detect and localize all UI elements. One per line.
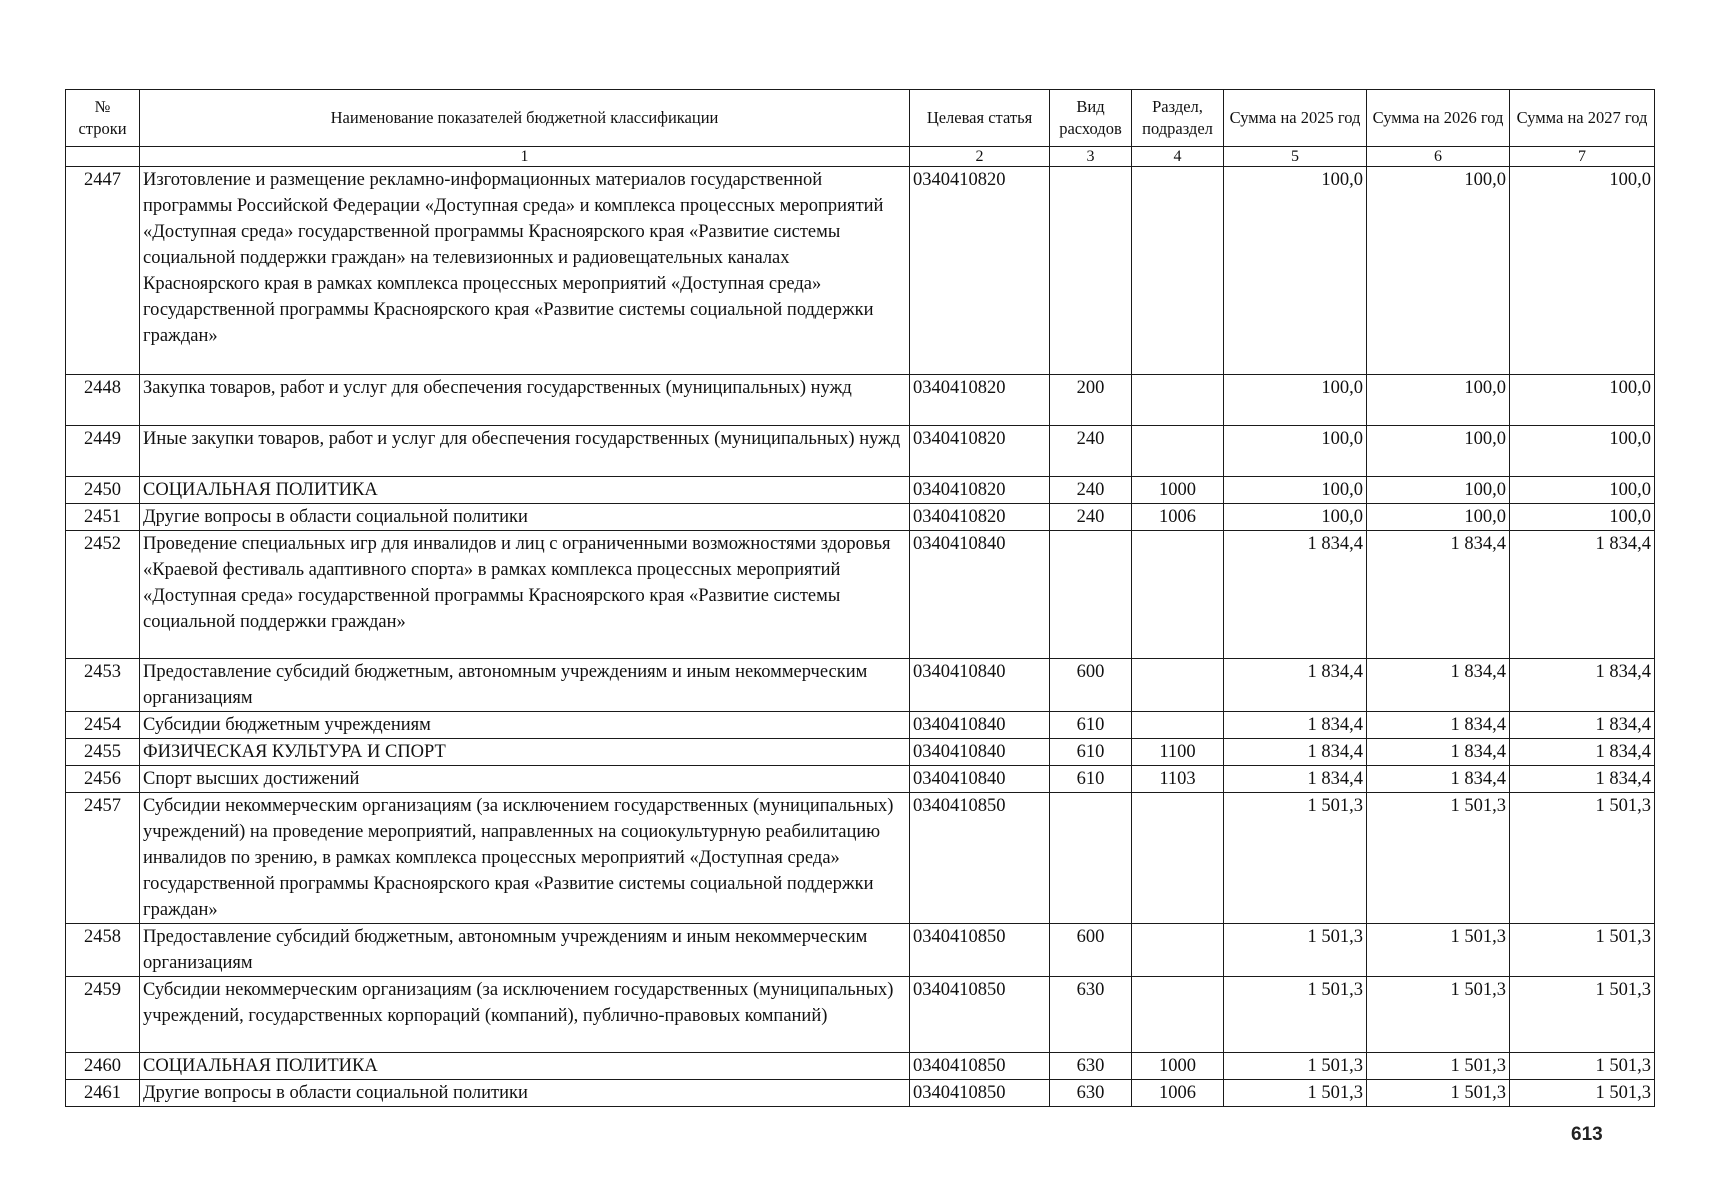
row-sum-2027: 100,0 <box>1510 477 1655 504</box>
row-name: ФИЗИЧЕСКАЯ КУЛЬТУРА И СПОРТ <box>140 739 910 766</box>
table-row <box>66 375 1655 426</box>
row-number: 2448 <box>66 375 140 426</box>
row-sum-2025: 100,0 <box>1224 477 1367 504</box>
row-target-code: 0340410850 <box>910 1053 1050 1080</box>
row-sum-2027: 1 501,3 <box>1510 1080 1655 1107</box>
table-row <box>66 924 1655 977</box>
row-sum-2026: 1 834,4 <box>1367 659 1510 712</box>
table-row <box>66 477 1655 504</box>
row-name: Предоставление субсидий бюджетным, автономным учреждениям и иным некоммерческим организациям <box>140 924 910 977</box>
row-sum-2025: 100,0 <box>1224 167 1367 375</box>
row-name: Субсидии некоммерческим организациям (за исключением государственных (муниципальных) учреждений, государственных корпораций (компаний), публично-правовых компаний) <box>140 977 910 1053</box>
header-sum-2026: Сумма на 2026 год <box>1367 90 1510 147</box>
header-vid: Вид расходов <box>1050 90 1132 147</box>
row-sum-2026: 1 834,4 <box>1367 531 1510 659</box>
row-razdel: 1103 <box>1132 766 1224 793</box>
column-number: 5 <box>1224 147 1367 167</box>
row-target-code: 0340410820 <box>910 167 1050 375</box>
column-number: 4 <box>1132 147 1224 167</box>
row-razdel: 1006 <box>1132 504 1224 531</box>
row-sum-2027: 1 501,3 <box>1510 793 1655 924</box>
row-number: 2461 <box>66 1080 140 1107</box>
row-vid: 630 <box>1050 1080 1132 1107</box>
row-name: Субсидии бюджетным учреждениям <box>140 712 910 739</box>
row-name: СОЦИАЛЬНАЯ ПОЛИТИКА <box>140 477 910 504</box>
header-sum-2025: Сумма на 2025 год <box>1224 90 1367 147</box>
row-razdel <box>1132 375 1224 426</box>
header-razdel: Раздел, подраздел <box>1132 90 1224 147</box>
table-row <box>66 766 1655 793</box>
row-sum-2026: 100,0 <box>1367 504 1510 531</box>
row-number: 2451 <box>66 504 140 531</box>
row-vid: 240 <box>1050 504 1132 531</box>
row-target-code: 0340410820 <box>910 504 1050 531</box>
row-target-code: 0340410820 <box>910 426 1050 477</box>
row-vid <box>1050 531 1132 659</box>
header-name: Наименование показателей бюджетной классификации <box>140 90 910 147</box>
row-vid: 600 <box>1050 659 1132 712</box>
row-sum-2026: 1 501,3 <box>1367 977 1510 1053</box>
row-target-code: 0340410850 <box>910 793 1050 924</box>
row-sum-2025: 1 501,3 <box>1224 924 1367 977</box>
row-name: Иные закупки товаров, работ и услуг для обеспечения государственных (муниципальных) нужд <box>140 426 910 477</box>
row-sum-2027: 1 834,4 <box>1510 766 1655 793</box>
row-number: 2449 <box>66 426 140 477</box>
row-razdel <box>1132 167 1224 375</box>
column-number: 3 <box>1050 147 1132 167</box>
row-number: 2460 <box>66 1053 140 1080</box>
row-sum-2026: 100,0 <box>1367 477 1510 504</box>
row-name: Изготовление и размещение рекламно-информационных материалов государственной программы Российской Федерации «Доступная среда» и комплекса процессных мероприятий «Доступная среда» государственной программы Красноярского края «Развитие системы социальной поддержки граждан» на телевизионных и радиовещательных каналах Красноярского края в рамках комплекса процессных мероприятий «Доступная среда» государственной программы Красноярского края «Развитие системы социальной поддержки граждан» <box>140 167 910 375</box>
row-vid: 240 <box>1050 477 1132 504</box>
column-number <box>66 147 140 167</box>
row-razdel: 1100 <box>1132 739 1224 766</box>
row-number: 2453 <box>66 659 140 712</box>
row-target-code: 0340410840 <box>910 659 1050 712</box>
row-number: 2450 <box>66 477 140 504</box>
table-row <box>66 659 1655 712</box>
row-target-code: 0340410850 <box>910 1080 1050 1107</box>
table-body <box>66 167 1655 1107</box>
table-row <box>66 1053 1655 1080</box>
budget-table <box>65 89 1655 1107</box>
row-sum-2025: 1 834,4 <box>1224 659 1367 712</box>
header-target: Целевая статья <box>910 90 1050 147</box>
row-sum-2025: 100,0 <box>1224 375 1367 426</box>
row-sum-2027: 1 501,3 <box>1510 977 1655 1053</box>
row-sum-2027: 1 834,4 <box>1510 739 1655 766</box>
table-row <box>66 426 1655 477</box>
table-header-row <box>66 90 1655 147</box>
row-number: 2447 <box>66 167 140 375</box>
row-sum-2027: 100,0 <box>1510 504 1655 531</box>
table-row <box>66 167 1655 375</box>
row-number: 2452 <box>66 531 140 659</box>
row-sum-2026: 1 834,4 <box>1367 766 1510 793</box>
row-sum-2026: 1 501,3 <box>1367 1080 1510 1107</box>
row-sum-2027: 1 501,3 <box>1510 1053 1655 1080</box>
row-name: Субсидии некоммерческим организациям (за исключением государственных (муниципальных) учреждений) на проведение мероприятий, направленных на социокультурную реабилитацию инвалидов по зрению, в рамках комплекса процессных мероприятий «Доступная среда» государственной программы Красноярского края «Развитие системы социальной поддержки граждан» <box>140 793 910 924</box>
row-vid: 200 <box>1050 375 1132 426</box>
row-vid: 630 <box>1050 977 1132 1053</box>
table-row <box>66 739 1655 766</box>
row-name: Предоставление субсидий бюджетным, автономным учреждениям и иным некоммерческим организациям <box>140 659 910 712</box>
header-sum-2027: Сумма на 2027 год <box>1510 90 1655 147</box>
row-sum-2026: 1 501,3 <box>1367 793 1510 924</box>
row-sum-2026: 1 834,4 <box>1367 739 1510 766</box>
row-sum-2027: 1 501,3 <box>1510 924 1655 977</box>
row-sum-2026: 1 501,3 <box>1367 924 1510 977</box>
row-target-code: 0340410820 <box>910 375 1050 426</box>
row-sum-2025: 1 501,3 <box>1224 1080 1367 1107</box>
row-sum-2026: 1 501,3 <box>1367 1053 1510 1080</box>
column-number-row <box>66 147 1655 167</box>
row-number: 2458 <box>66 924 140 977</box>
table-row <box>66 712 1655 739</box>
row-razdel: 1000 <box>1132 477 1224 504</box>
row-name: Проведение специальных игр для инвалидов и лиц с ограниченными возможностями здоровья «Краевой фестиваль адаптивного спорта» в рамках комплекса процессных мероприятий «Доступная среда» государственной программы Красноярского края «Развитие системы социальной поддержки граждан» <box>140 531 910 659</box>
row-name: Другие вопросы в области социальной политики <box>140 1080 910 1107</box>
row-vid: 600 <box>1050 924 1132 977</box>
row-sum-2026: 100,0 <box>1367 426 1510 477</box>
row-target-code: 0340410840 <box>910 766 1050 793</box>
row-target-code: 0340410840 <box>910 712 1050 739</box>
column-number: 7 <box>1510 147 1655 167</box>
row-name: СОЦИАЛЬНАЯ ПОЛИТИКА <box>140 1053 910 1080</box>
header-row-no: № строки <box>66 90 140 147</box>
row-sum-2027: 1 834,4 <box>1510 659 1655 712</box>
row-sum-2026: 1 834,4 <box>1367 712 1510 739</box>
row-number: 2454 <box>66 712 140 739</box>
row-sum-2025: 1 501,3 <box>1224 793 1367 924</box>
table-row <box>66 977 1655 1053</box>
row-target-code: 0340410840 <box>910 739 1050 766</box>
row-number: 2455 <box>66 739 140 766</box>
row-target-code: 0340410820 <box>910 477 1050 504</box>
row-sum-2027: 100,0 <box>1510 375 1655 426</box>
row-sum-2026: 100,0 <box>1367 375 1510 426</box>
row-target-code: 0340410850 <box>910 977 1050 1053</box>
row-sum-2027: 1 834,4 <box>1510 712 1655 739</box>
row-name: Другие вопросы в области социальной политики <box>140 504 910 531</box>
row-vid: 610 <box>1050 712 1132 739</box>
row-sum-2027: 1 834,4 <box>1510 531 1655 659</box>
row-vid: 610 <box>1050 766 1132 793</box>
row-razdel <box>1132 659 1224 712</box>
row-vid: 610 <box>1050 739 1132 766</box>
row-razdel <box>1132 426 1224 477</box>
row-sum-2027: 100,0 <box>1510 426 1655 477</box>
row-number: 2456 <box>66 766 140 793</box>
row-vid: 240 <box>1050 426 1132 477</box>
row-sum-2025: 1 834,4 <box>1224 531 1367 659</box>
row-razdel <box>1132 924 1224 977</box>
row-razdel <box>1132 793 1224 924</box>
page-number: 613 <box>1571 1124 1603 1145</box>
row-name: Спорт высших достижений <box>140 766 910 793</box>
row-number: 2457 <box>66 793 140 924</box>
row-number: 2459 <box>66 977 140 1053</box>
row-sum-2025: 1 834,4 <box>1224 739 1367 766</box>
row-razdel <box>1132 977 1224 1053</box>
row-sum-2027: 100,0 <box>1510 167 1655 375</box>
table-row <box>66 793 1655 924</box>
row-name: Закупка товаров, работ и услуг для обеспечения государственных (муниципальных) нужд <box>140 375 910 426</box>
row-target-code: 0340410850 <box>910 924 1050 977</box>
row-vid: 630 <box>1050 1053 1132 1080</box>
column-number: 2 <box>910 147 1050 167</box>
row-razdel: 1006 <box>1132 1080 1224 1107</box>
row-sum-2025: 100,0 <box>1224 504 1367 531</box>
row-razdel <box>1132 712 1224 739</box>
row-sum-2025: 1 834,4 <box>1224 766 1367 793</box>
table-row <box>66 531 1655 659</box>
row-sum-2025: 1 834,4 <box>1224 712 1367 739</box>
table-row <box>66 504 1655 531</box>
row-sum-2025: 1 501,3 <box>1224 1053 1367 1080</box>
row-razdel: 1000 <box>1132 1053 1224 1080</box>
table-row <box>66 1080 1655 1107</box>
column-number: 6 <box>1367 147 1510 167</box>
column-number: 1 <box>140 147 910 167</box>
row-sum-2025: 100,0 <box>1224 426 1367 477</box>
row-sum-2025: 1 501,3 <box>1224 977 1367 1053</box>
row-sum-2026: 100,0 <box>1367 167 1510 375</box>
row-razdel <box>1132 531 1224 659</box>
row-vid <box>1050 167 1132 375</box>
row-vid <box>1050 793 1132 924</box>
row-target-code: 0340410840 <box>910 531 1050 659</box>
